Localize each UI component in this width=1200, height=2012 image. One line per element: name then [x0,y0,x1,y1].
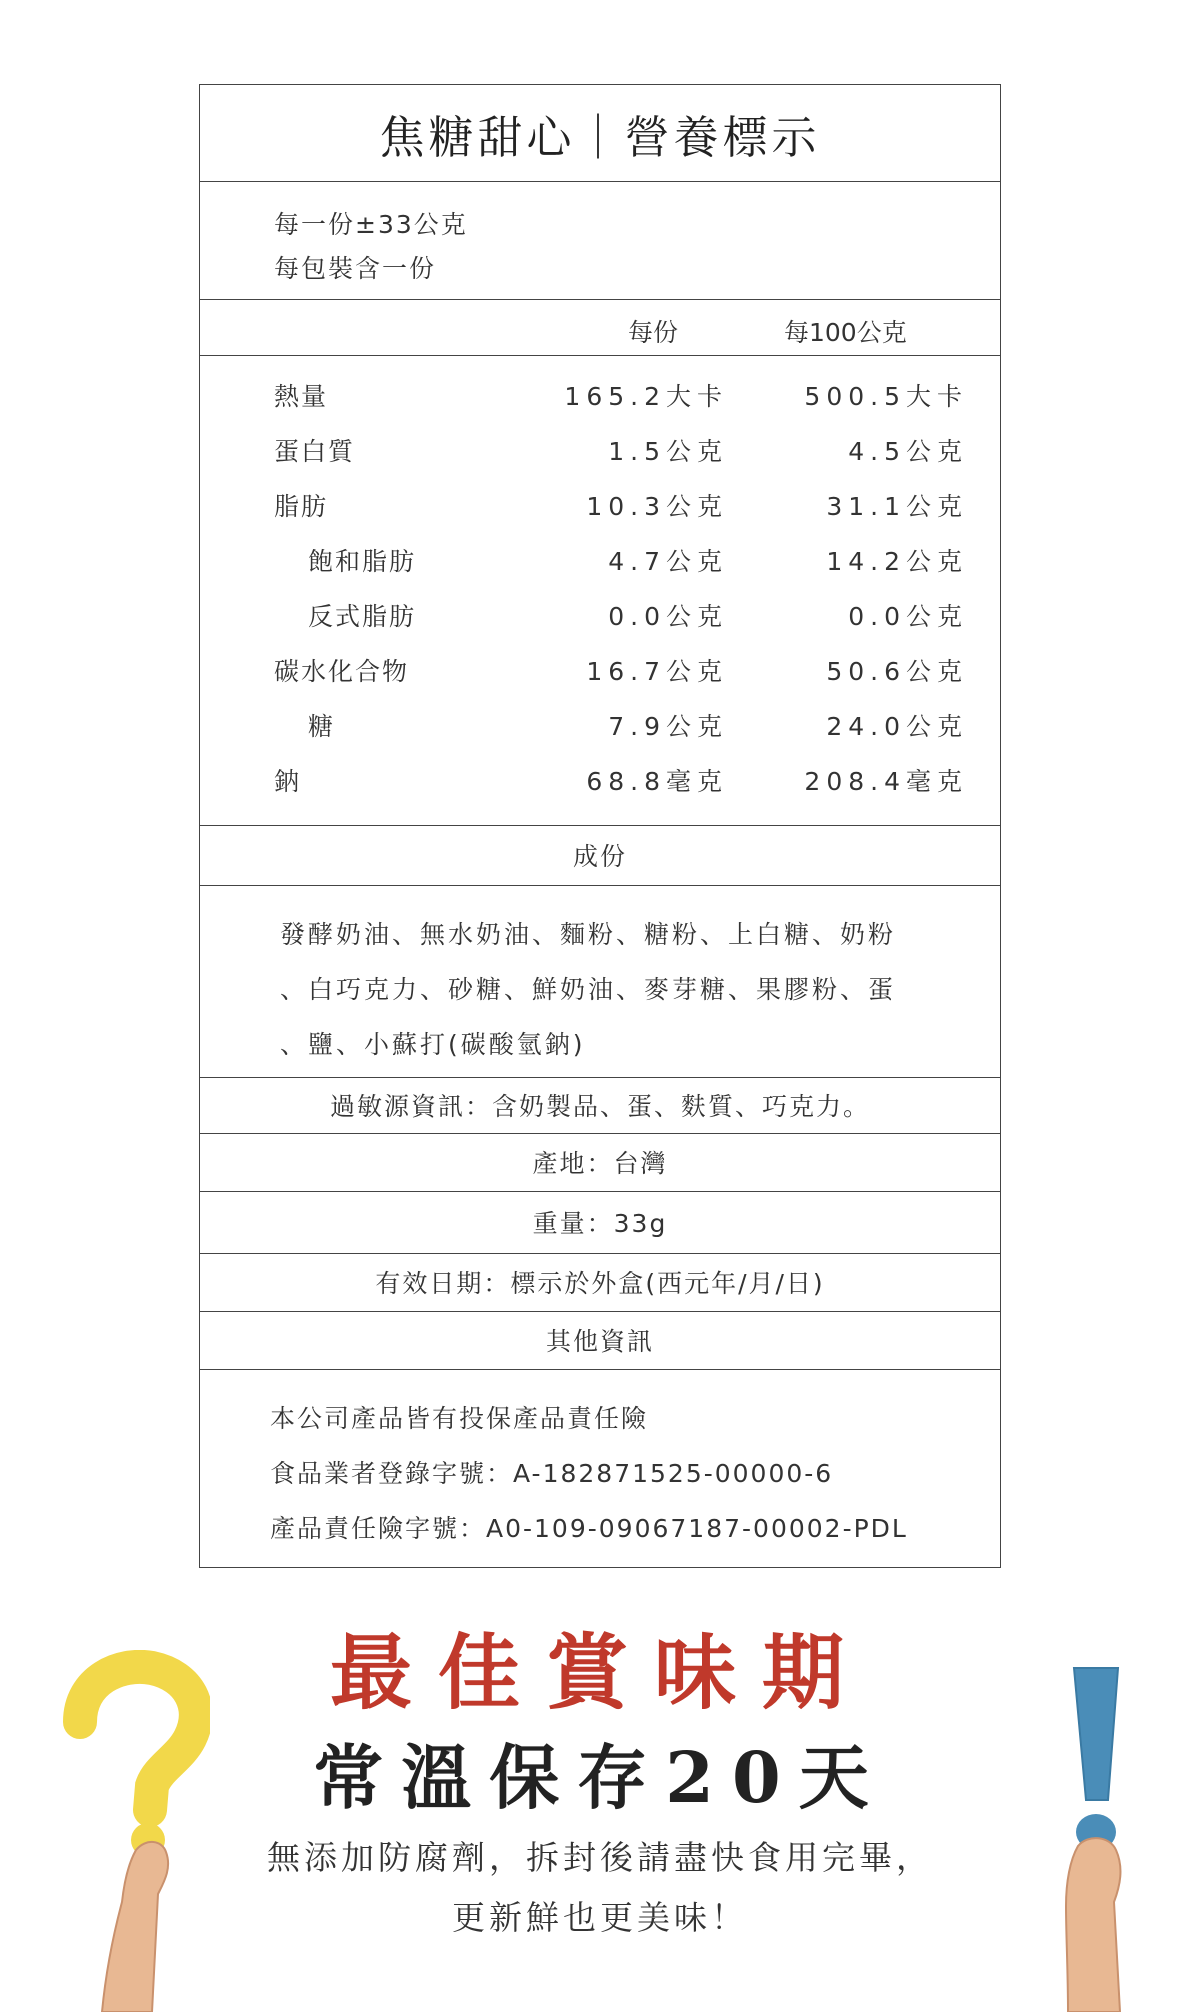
col-per-serving: 每份 [628,318,679,347]
storage-period: 常溫保存20天 [313,1736,887,1819]
note-line: 無添加防腐劑，拆封後請盡快食用完畢， [267,1838,933,1877]
nutrient-per-serving: 0.0公克 [608,602,728,631]
note-line: 更新鮮也更美味！ [452,1898,748,1937]
other-info-line: 本公司產品皆有投保產品責任險 [270,1404,649,1433]
nutrient-row [200,475,1000,530]
nutrient-per-serving: 10.3公克 [586,492,728,521]
nutrient-per-100g: 0.0公克 [848,602,968,631]
nutrient-name: 反式脂肪 [308,602,417,631]
other-info-line: 食品業者登錄字號：A-182871525-00000-6 [270,1459,834,1488]
ingredients-line: 、鹽、小蘇打(碳酸氫鈉) [280,1030,586,1059]
divider [200,355,1000,356]
exclamation-mark-icon [1074,1668,1118,1850]
nutrient-per-100g: 24.0公克 [826,712,968,741]
weight-info: 重量：33g [532,1209,668,1238]
expiry-info: 有效日期：標示於外盒(西元年/月/日) [375,1269,825,1298]
nutrient-row [200,420,1000,475]
ingredients-line: 發酵奶油、無水奶油、麵粉、糖粉、上白糖、奶粉 [280,920,897,949]
hand-icon [1066,1838,1120,2012]
serving-size: 每一份±33公克 [274,210,468,239]
ingredients-line: 、白巧克力、砂糖、鮮奶油、麥芽糖、果膠粉、蛋 [280,975,897,1004]
nutrient-row [200,365,1000,420]
question-mark-hand-icon [40,1650,210,2012]
nutrient-name: 糖 [308,712,336,741]
nutrient-row [200,640,1000,695]
allergen-info: 過敏源資訊：含奶製品、蛋、麩質、巧克力。 [329,1092,870,1121]
nutrient-per-100g: 208.4毫克 [804,767,968,796]
nutrient-name: 熱量 [274,382,329,411]
nutrient-name: 蛋白質 [274,437,356,466]
column-headers [200,299,1000,355]
nutrient-table [200,365,1000,905]
exclamation-mark-hand-icon [1028,1650,1168,2012]
nutrient-per-serving: 7.9公克 [608,712,728,741]
nutrient-name: 脂肪 [274,492,329,521]
other-info-list [200,1369,1000,1569]
servings-per-pack: 每包裝含一份 [274,254,437,283]
nutrient-per-serving: 165.2大卡 [564,382,728,411]
col-per-100g: 每100公克 [784,318,907,347]
nutrient-per-100g: 14.2公克 [826,547,968,576]
nutrient-per-serving: 4.7公克 [608,547,728,576]
nutrient-per-serving: 68.8毫克 [586,767,728,796]
nutrient-row [200,530,1000,585]
ingredients-header: 成份 [572,842,627,871]
best-before-title: 最佳賞味期 [329,1625,870,1721]
label-title: 焦糖甜心｜營養標示 [379,110,821,164]
nutrient-per-100g: 50.6公克 [826,657,968,686]
nutrient-row [200,695,1000,750]
nutrient-per-serving: 1.5公克 [608,437,728,466]
nutrient-name: 飽和脂肪 [308,547,417,576]
hand-icon [102,1842,168,2012]
nutrient-per-100g: 4.5公克 [848,437,968,466]
nutrient-per-100g: 500.5大卡 [804,382,968,411]
nutrient-name: 碳水化合物 [274,657,410,686]
serving-info [200,181,1000,299]
ingredients-list [200,885,1000,1077]
question-mark-icon [80,1667,196,1857]
other-info-line: 產品責任險字號：A0-109-09067187-00002-PDL [270,1514,908,1543]
other-info-header: 其他資訊 [545,1327,654,1356]
nutrient-name: 鈉 [274,767,302,796]
nutrient-per-100g: 31.1公克 [826,492,968,521]
nutrient-per-serving: 16.7公克 [586,657,728,686]
nutrition-label [199,84,1001,1568]
nutrient-row [200,750,1000,805]
nutrient-row [200,585,1000,640]
origin-info: 產地：台灣 [532,1149,668,1178]
